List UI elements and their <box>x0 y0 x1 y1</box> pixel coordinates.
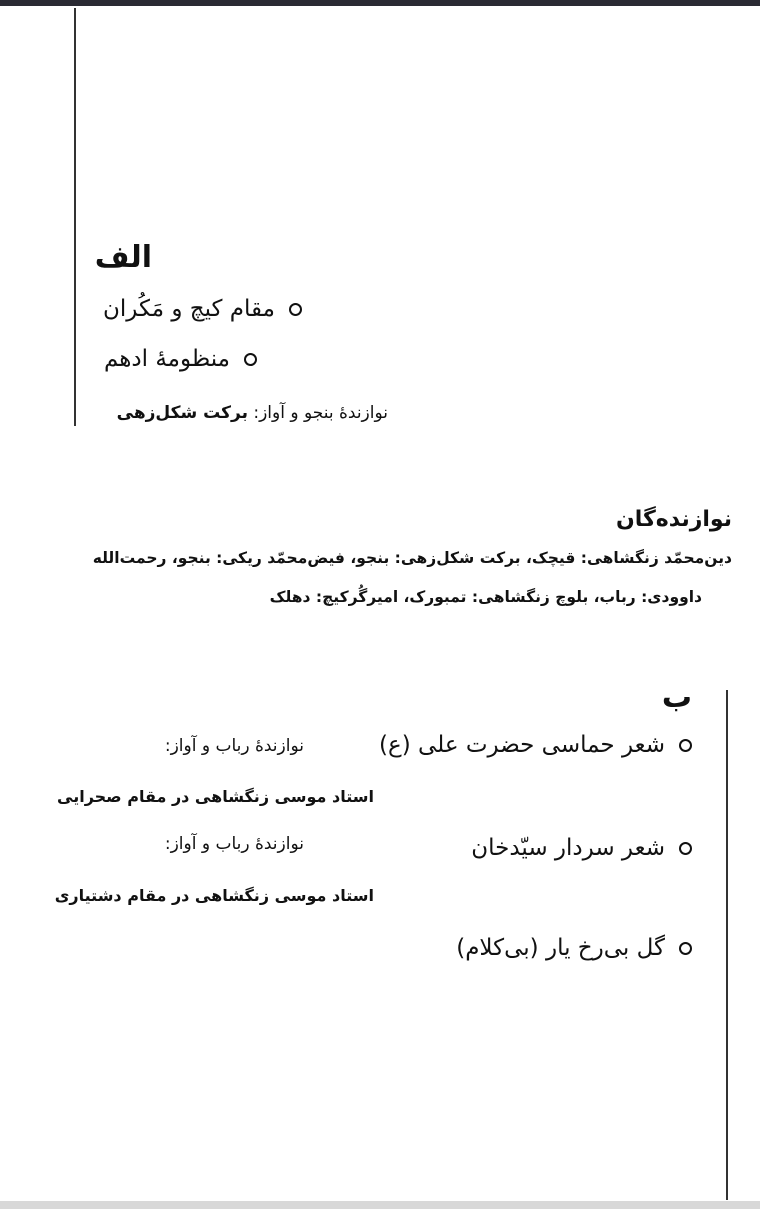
section-b-title: ب <box>661 680 692 715</box>
list-item <box>456 935 692 961</box>
credit-label: نوازندهٔ بنجو و آواز: <box>253 403 388 423</box>
item-title: منظومهٔ ادهم <box>103 346 230 372</box>
performer-label: نوازندهٔ رباب و آواز: <box>164 834 304 854</box>
left-rule-line <box>74 8 76 426</box>
item-title: گل بی‌رخ یار (بی‌کلام) <box>456 935 665 961</box>
list-item <box>103 296 302 322</box>
item-title: شعر حماسی حضرت علی (ع) <box>379 732 665 758</box>
item-title: مقام کیچ و مَکُران <box>103 296 275 322</box>
section-a-title: الف <box>94 240 152 275</box>
bottom-edge <box>0 1201 760 1209</box>
right-rule-line <box>726 690 728 1200</box>
circle-bullet-icon <box>679 942 692 955</box>
list-item <box>471 835 692 861</box>
circle-bullet-icon <box>244 353 257 366</box>
circle-bullet-icon <box>679 842 692 855</box>
performer-detail: استاد موسی زنگشاهی در مقام دشتیاری <box>54 886 374 905</box>
list-item <box>104 346 257 372</box>
musicians-line-1: دین‌محمّد زنگشاهی: قیچک، برکت شکل‌زهی: بنجو، فیض‌محمّد ریکی: بنجو، رحمت‌الله <box>92 549 732 567</box>
musicians-title: نوازنده‌گان <box>615 507 732 532</box>
top-edge <box>0 0 760 6</box>
item-title: شعر سردار سیّدخان <box>471 835 665 861</box>
section-a-credit <box>117 403 388 423</box>
musicians-line-2: داوودی: رباب، بلوچ زنگشاهی: تمبورک، امیرگُرکیچ: دهلک <box>269 588 702 606</box>
performer-label: نوازندهٔ رباب و آواز: <box>164 736 304 756</box>
circle-bullet-icon <box>679 739 692 752</box>
list-item <box>379 732 692 758</box>
credit-name: برکت شکل‌زهی <box>116 403 248 423</box>
performer-detail: استاد موسی زنگشاهی در مقام صحرایی <box>57 787 374 806</box>
circle-bullet-icon <box>289 303 302 316</box>
